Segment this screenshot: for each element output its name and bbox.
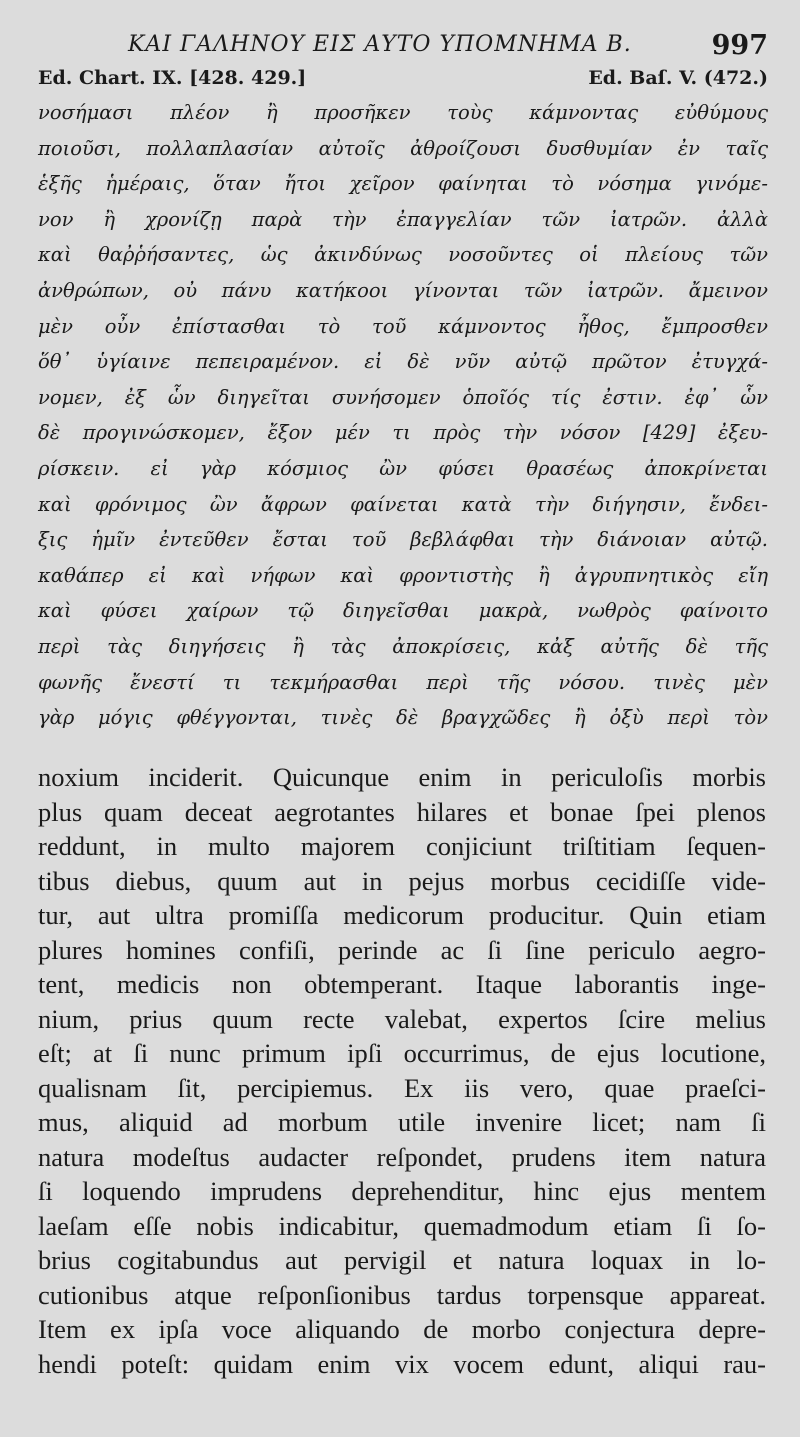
greek-text-line: ποιοῦσι, πολλαπλασίαν αὐτοῖς ἀθροίζουσι δυσθυμίαν ἐν ταῖς bbox=[38, 136, 768, 160]
greek-text-line: ἀνθρώπων, οὐ πάνυ κατήκοοι γίνονται τῶν ἰατρῶν. ἄμεινον bbox=[38, 278, 768, 302]
greek-text-line: νομεν, ἐξ ὧν διηγεῖται συνήσομεν ὁποῖός τίς ἐστιν. ἐφ᾽ ὧν bbox=[38, 385, 768, 409]
latin-text-line: cutionibus atque reſponſionibus tardus torpensque appareat. bbox=[38, 1279, 766, 1310]
latin-text-line: nium, prius quum recte valebat, expertos ſcire melius bbox=[38, 1003, 766, 1034]
latin-text-line: tibus diebus, quum aut in pejus morbus cecidiſſe vide- bbox=[38, 865, 766, 896]
greek-text-line: νον ἢ χρονίζῃ παρὰ τὴν ἐπαγγελίαν τῶν ἰατρῶν. ἀλλὰ bbox=[38, 207, 768, 231]
greek-text-line: ἑξῆς ἡμέραις, ὅταν ἤτοι χεῖρον φαίνηται τὸ νόσημα γινόμε- bbox=[38, 172, 768, 196]
latin-text-line: tur, aut ultra promiſſa medicorum producitur. Quin etiam bbox=[38, 900, 766, 930]
greek-text-block bbox=[38, 95, 768, 736]
greek-text-line: καὶ φρόνιμος ὢν ἄφρων φαίνεται κατὰ τὴν διήγησιν, ἔνδει- bbox=[38, 492, 768, 516]
greek-text-line: μὲν οὖν ἐπίστασθαι τὸ τοῦ κάμνοντος ἦθος, ἔμπροσθεν bbox=[38, 314, 768, 338]
latin-text-line: qualisnam ſit, percipiemus. Ex iis vero, quae praeſci- bbox=[38, 1072, 766, 1103]
latin-text-line: hendi poteſt: quidam enim vix vocem edunt, aliqui rau- bbox=[38, 1348, 766, 1379]
greek-text-line: δὲ προγινώσκομεν, ἔξον μέν τι πρὸς τὴν νόσον [429] ἐξευ- bbox=[38, 421, 768, 445]
latin-text-line: eſt; at ſi nunc primum ipſi occurrimus, de ejus locutione, bbox=[38, 1038, 766, 1068]
latin-text-line: noxium inciderit. Quicunque enim in periculoſis morbis bbox=[38, 762, 766, 792]
greek-text-line: γὰρ μόγις φθέγγονται, τινὲς δὲ βραγχῶδες ἢ ὀξὺ περὶ τὸν bbox=[38, 706, 768, 730]
latin-text-block bbox=[38, 760, 766, 1381]
running-title: ΚΑΙ ΓΑΛΗΝΟΥ ΕΙΣ ΑΥΤΟ ΥΠΟΜΝΗΜΑ Β. bbox=[128, 32, 632, 57]
latin-text-line: brius cogitabundus aut pervigil et natura loquax in lo- bbox=[38, 1245, 766, 1275]
greek-text-line: καὶ θαῤῥήσαντες, ὡς ἀκινδύνως νοσοῦντες οἱ πλείους τῶν bbox=[38, 243, 768, 267]
latin-text-line: reddunt, in multo majorem conjiciunt triſtitiam ſequen- bbox=[38, 831, 766, 861]
edition-reference-line bbox=[38, 67, 768, 93]
edition-chartier-reference: Ed. Chart. IX. [428. 429.] bbox=[38, 67, 307, 89]
latin-text-line: laeſam eſſe nobis indicabitur, quemadmodum etiam ſi ſo- bbox=[38, 1210, 766, 1241]
latin-text-line: Item ex ipſa voce aliquando de morbo conjectura depre- bbox=[38, 1314, 766, 1344]
edition-basel-reference: Ed. Baſ. V. (472.) bbox=[588, 67, 768, 89]
greek-text-line: νοσήμασι πλέον ἢ προσῆκεν τοὺς κάμνοντας εὐθύμους bbox=[38, 101, 768, 124]
latin-text-line: mus, aliquid ad morbum utile invenire licet; nam ſi bbox=[38, 1107, 766, 1137]
latin-text-line: ſi loquendo imprudens deprehenditur, hinc ejus mentem bbox=[38, 1176, 766, 1206]
latin-text-line: tent, medicis non obtemperant. Itaque laborantis inge- bbox=[38, 969, 766, 999]
latin-text-line: plus quam deceat aegrotantes hilares et bonae ſpei plenos bbox=[38, 796, 766, 827]
latin-text-line: natura modeſtus audacter reſpondet, prudens item natura bbox=[38, 1141, 766, 1172]
greek-text-line: ρίσκειν. εἰ γὰρ κόσμιος ὢν φύσει θρασέως ἀποκρίνεται bbox=[38, 456, 768, 480]
running-head bbox=[0, 30, 800, 64]
latin-text-line: plures homines confiſi, perinde ac ſi ſine periculo aegro- bbox=[38, 934, 766, 965]
greek-text-line: ξις ἡμῖν ἐντεῦθεν ἔσται τοῦ βεβλάφθαι τὴν διάνοιαν αὐτῷ. bbox=[38, 528, 768, 552]
greek-text-line: περὶ τὰς διηγήσεις ἢ τὰς ἀποκρίσεις, κἀξ αὐτῆς δὲ τῆς bbox=[38, 634, 768, 658]
greek-text-line: φωνῆς ἔνεστί τι τεκμήρασθαι περὶ τῆς νόσου. τινὲς μὲν bbox=[38, 670, 768, 694]
page-number: 997 bbox=[711, 30, 768, 61]
greek-text-line: ὅθ᾽ ὑγίαινε πεπειραμένον. εἰ δὲ νῦν αὐτῷ πρῶτον ἐτυγχά- bbox=[38, 350, 768, 374]
greek-text-line: καὶ φύσει χαίρων τῷ διηγεῖσθαι μακρὰ, νωθρὸς φαίνοιτο bbox=[38, 599, 768, 623]
greek-text-line: καθάπερ εἰ καὶ νήφων καὶ φροντιστὴς ἢ ἀγρυπνητικὸς εἴη bbox=[38, 563, 768, 587]
